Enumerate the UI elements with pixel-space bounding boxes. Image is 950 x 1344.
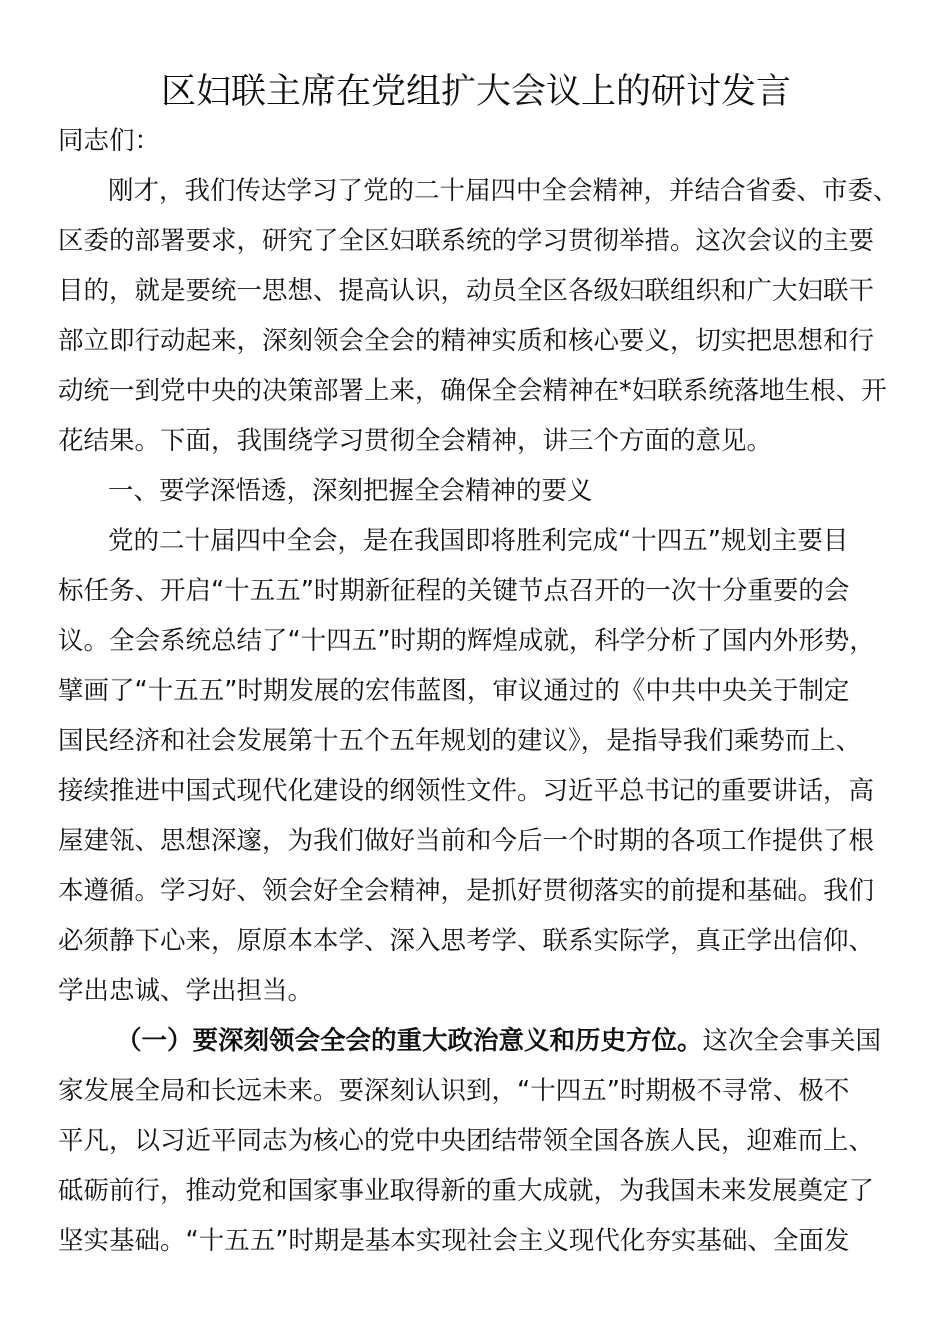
paragraph-line: 议。全会系统总结了“十四五”时期的辉煌成就，科学分析了国内外形势， — [58, 626, 875, 656]
paragraph-line: 花结果。下面，我围绕学习贯彻全会精神，讲三个方面的意见。 — [58, 426, 773, 456]
subsection-heading: （一）要深刻领会全会的重大政治意义和历史方位。 — [116, 1026, 703, 1056]
section-heading-1: 一、要学深悟透，深刻把握全会精神的要义 — [108, 476, 593, 506]
paragraph-line: 擘画了“十五五”时期发展的宏伟蓝图，审议通过的《中共中央关于制定 — [58, 676, 850, 706]
paragraph-line: 目的，就是要统一思想、提高认识，动员全区各级妇联组织和广大妇联干 — [58, 276, 875, 306]
paragraph-line: 家发展全局和长远未来。要深刻认识到，“十四五”时期极不寻常、极不 — [58, 1076, 850, 1106]
subsection1-paragraph — [58, 1016, 894, 1266]
salutation: 同志们： — [58, 126, 161, 156]
paragraph-line: 平凡，以习近平同志为核心的党中央团结带领全国各族人民，迎难而上、 — [58, 1126, 875, 1156]
paragraph-line: 国民经济和社会发展第十五个五年规划的建议》，是指导我们乘势而上、 — [58, 726, 862, 756]
paragraph-line: 接续推进中国式现代化建设的纲领性文件。习近平总书记的重要讲话，高 — [58, 776, 875, 806]
section1-paragraph — [58, 516, 894, 1016]
paragraph-line: 坚实基础。“十五五”时期是基本实现社会主义现代化夯实基础、全面发 — [58, 1226, 850, 1256]
paragraph-line: 部立即行动起来，深刻领会全会的精神实质和核心要义，切实把思想和行 — [58, 326, 875, 356]
paragraph-line: 刚才，我们传达学习了党的二十届四中全会精神，并结合省委、市委、 — [108, 176, 899, 206]
paragraph-line: 屋建瓴、思想深邃，为我们做好当前和今后一个时期的各项工作提供了根 — [58, 826, 875, 856]
paragraph-text: 这次全会事关国 — [702, 1026, 882, 1056]
paragraph-line: 区委的部署要求，研究了全区妇联系统的学习贯彻举措。这次会议的主要 — [58, 226, 875, 256]
paragraph-line: 动统一到党中央的决策部署上来，确保全会精神在*妇联系统落地生根、开 — [58, 376, 887, 406]
paragraph-line: 党的二十届四中全会，是在我国即将胜利完成“十四五”规划主要目 — [108, 526, 849, 556]
paragraph-line: 砥砺前行，推动党和国家事业取得新的重大成就，为我国未来发展奠定了 — [58, 1176, 875, 1206]
paragraph-line: 本遵循。学习好、领会好全会精神，是抓好贯彻落实的前提和基础。我们 — [58, 876, 875, 906]
paragraph-line — [58, 1016, 894, 1066]
paragraph-line: 标任务、开启“十五五”时期新征程的关键节点召开的一次十分重要的会 — [58, 576, 850, 606]
paragraph-line: 学出忠诚、学出担当。 — [58, 976, 314, 1006]
intro-paragraph — [58, 166, 899, 466]
document-page — [58, 64, 899, 1266]
paragraph-line: 必须静下心来，原原本本学、深入思考学、联系实际学，真正学出信仰、 — [58, 926, 875, 956]
document-title: 区妇联主席在党组扩大会议上的研讨发言 — [160, 72, 791, 112]
